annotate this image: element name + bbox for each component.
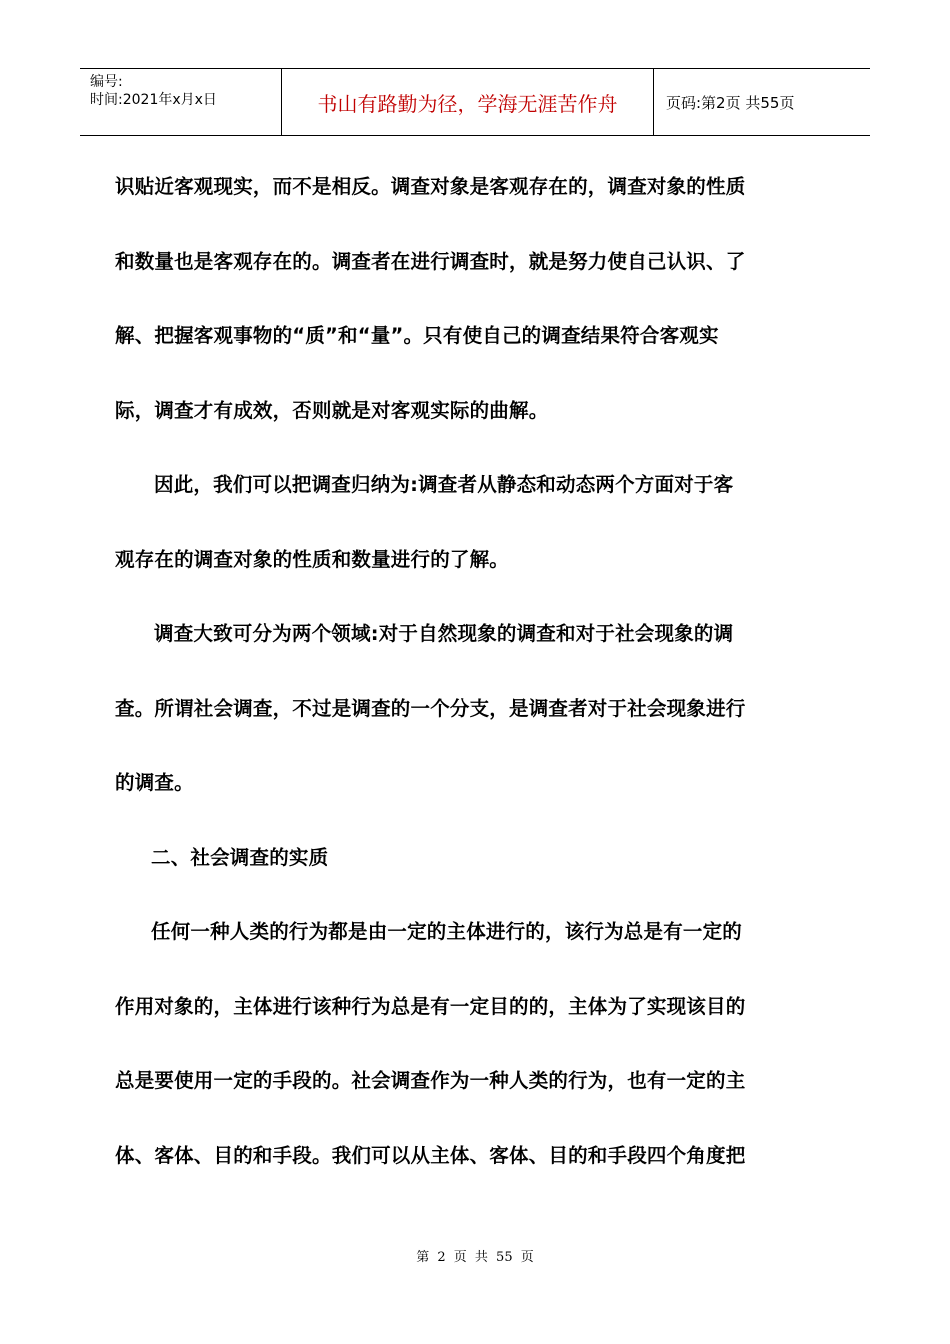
- body-line: 解、把握客观事物的“质”和“量”。只有使自己的调查结果符合客观实: [115, 324, 719, 347]
- body-line: 因此，我们可以把调查归纳为:调查者从静态和动态两个方面对于客: [154, 473, 734, 496]
- body-line: 的调查。: [115, 771, 194, 794]
- body-line: 际，调查才有成效，否则就是对客观实际的曲解。: [115, 398, 549, 422]
- page-info: 页码:第2页 共55页: [666, 93, 795, 112]
- body-line: 任何一种人类的行为都是由一定的主体进行的，该行为总是有一定的: [151, 920, 743, 943]
- body-line: 体、客体、目的和手段。我们可以从主体、客体、目的和手段四个角度把: [115, 1143, 746, 1167]
- header-motto-cell: [282, 69, 654, 135]
- body-line: 识贴近客观现实，而不是相反。调查对象是客观存在的，调查对象的性质: [115, 175, 746, 198]
- body-line: 观存在的调查对象的性质和数量进行的了解。: [115, 547, 510, 571]
- body-line: 和数量也是客观存在的。调查者在进行调查时，就是努力使自己认识、了: [115, 249, 746, 273]
- header-meta-cell: [80, 69, 282, 135]
- page-header: [80, 68, 870, 136]
- motto-text: 书山有路勤为径，学海无涯苦作舟: [317, 91, 618, 116]
- section-heading: 二、社会调查的实质: [151, 845, 329, 869]
- body-line: 作用对象的，主体进行该种行为总是有一定目的的，主体为了实现该目的: [115, 994, 746, 1018]
- body-line: 总是要使用一定的手段的。社会调查作为一种人类的行为，也有一定的主: [115, 1069, 746, 1092]
- time-label: 时间:2021年x月x日: [90, 92, 217, 108]
- body-line: 调查大致可分为两个领域:对于自然现象的调查和对于社会现象的调: [154, 622, 734, 645]
- page-footer: 第 2 页 共 55 页: [416, 1250, 534, 1265]
- document-body: [115, 150, 840, 1193]
- number-label: 编号:: [90, 74, 123, 90]
- body-line: 查。所谓社会调查，不过是调查的一个分支，是调查者对于社会现象进行: [115, 696, 746, 720]
- header-page-cell: [654, 69, 870, 135]
